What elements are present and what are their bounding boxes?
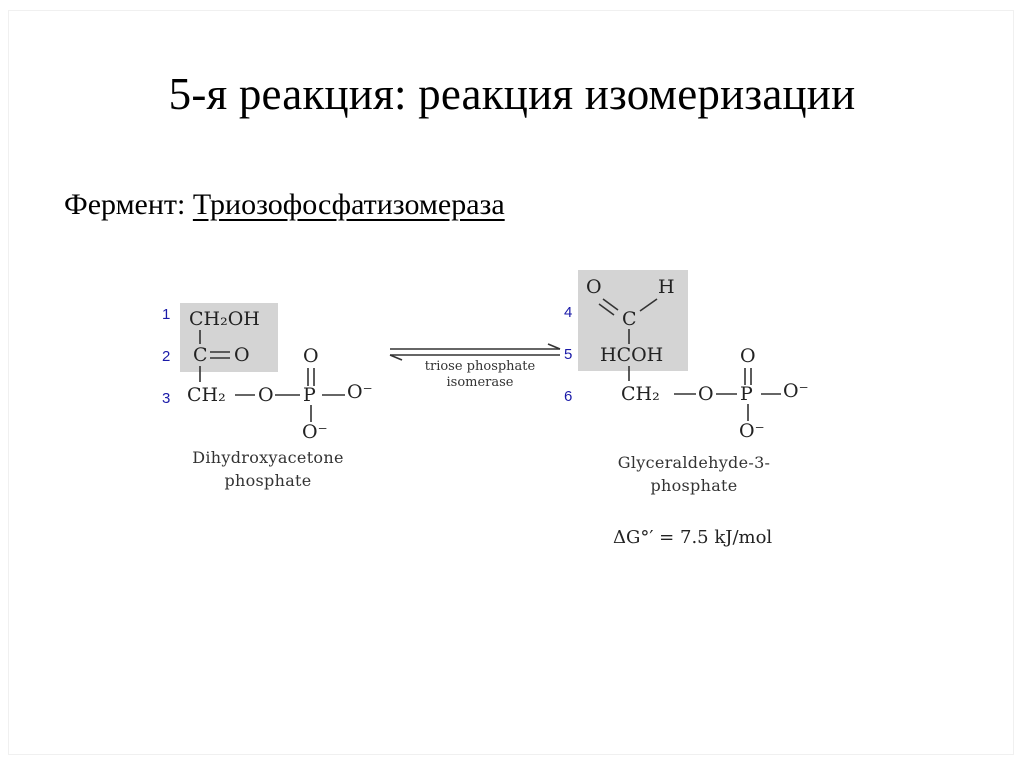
substrate-o-top: O — [303, 345, 319, 367]
carbon-number-5: 5 — [564, 346, 573, 363]
product-o-top: O — [740, 345, 756, 367]
product-p: P — [740, 383, 753, 405]
arrow-enzyme-label — [400, 359, 560, 391]
substrate-name-line2: phosphate — [224, 471, 312, 490]
arrow-enzyme-line1: triose phosphate — [424, 359, 536, 374]
substrate-o-minus-bottom: O⁻ — [302, 421, 328, 443]
carbon-number-6: 6 — [564, 388, 573, 405]
substrate-p: P — [303, 384, 316, 406]
substrate-ch2: CH₂ — [187, 384, 226, 406]
carbon-number-4: 4 — [564, 304, 573, 321]
product-aldehyde-h: H — [658, 276, 675, 298]
product-o-minus-bottom: O⁻ — [739, 420, 765, 442]
substrate-o-minus-right: O⁻ — [347, 381, 373, 403]
carbon-number-2: 2 — [162, 348, 171, 365]
product-name-line1: Glyceraldehyde-3- — [617, 453, 771, 472]
product-c-h-bond — [640, 299, 657, 311]
enzyme-label: Фермент: — [64, 188, 186, 221]
product-aldehyde-c: C — [622, 308, 637, 330]
substrate-ch2oh: CH₂OH — [189, 308, 260, 330]
substrate-c2: C — [193, 344, 208, 366]
substrate-bridge-o: O — [258, 384, 274, 406]
product-o-minus-right: O⁻ — [783, 380, 809, 402]
product-ch2: CH₂ — [621, 383, 660, 405]
enzyme-name: Триозофосфатизомераза — [192, 188, 505, 221]
carbon-number-1: 1 — [162, 306, 171, 323]
product-hcoh: HCOH — [600, 344, 664, 366]
substrate-carbonyl-o: O — [234, 344, 250, 366]
carbon-number-3: 3 — [162, 390, 171, 407]
slide-title: 5-я реакция: реакция изомеризации — [168, 69, 856, 119]
delta-g-value: ΔG°′ = 7.5 kJ/mol — [613, 527, 773, 548]
substrate-name — [168, 446, 368, 492]
product-name — [594, 451, 794, 497]
product-bridge-o: O — [698, 383, 714, 405]
product-name-line2: phosphate — [650, 476, 738, 495]
substrate-name-line1: Dihydroxyacetone — [192, 448, 344, 467]
product-aldehyde-o: O — [586, 276, 602, 298]
arrow-enzyme-line2: isomerase — [446, 375, 514, 390]
